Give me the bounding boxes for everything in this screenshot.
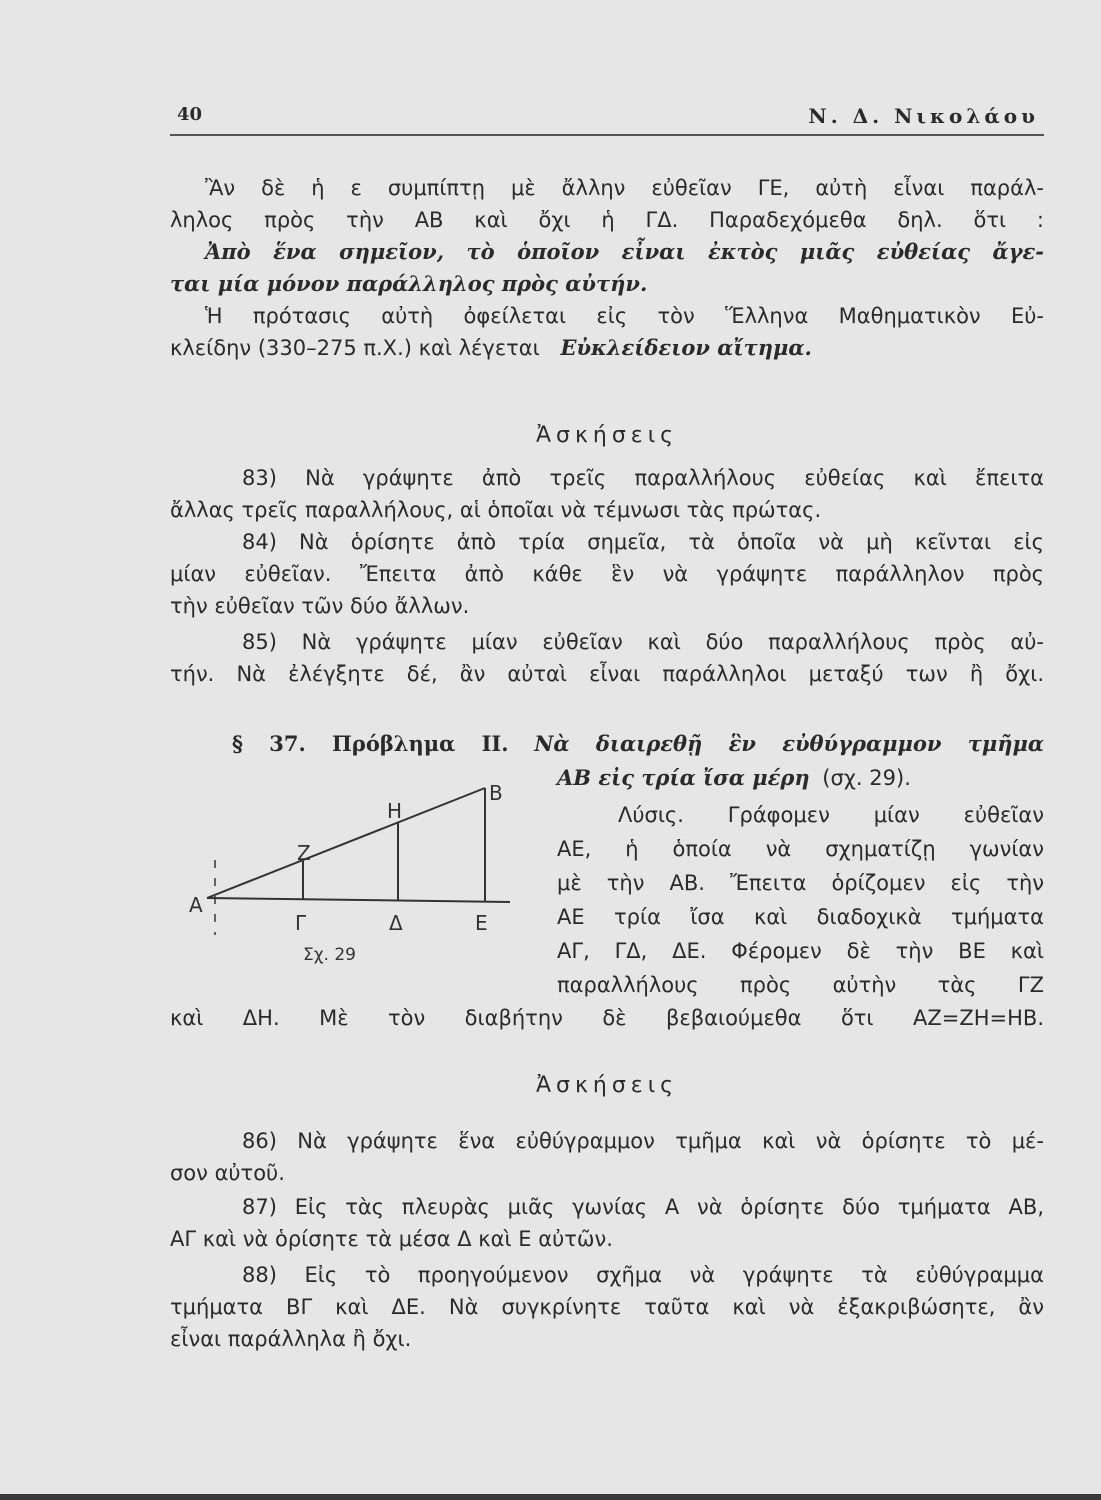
section-number: § 37. Πρόβλημα ΙΙ.	[232, 731, 509, 756]
exercises-heading: Ἀσκήσεις	[535, 1073, 679, 1098]
exercise-line: 88) Εἰς τὸ προηγούμενον σχῆμα νὰ γράψητε τὰ εὐθύγραμμα	[242, 1263, 1044, 1287]
solution-line: καὶ ΔΗ. Μὲ τὸν διαβήτην δὲ βεβαιούμεθα ὅτι ΑΖ=ΖΗ=ΗΒ.	[170, 1006, 1044, 1030]
exercise-line: τμήματα ΒΓ καὶ ΔΕ. Νὰ συγκρίνητε ταῦτα καὶ νὰ ἐξακριβώσητε, ἂν	[170, 1295, 1044, 1319]
label-g: Γ	[295, 911, 307, 935]
figure-caption: Σχ. 29	[303, 945, 357, 965]
euclid-postulate-term: Εὐκλείδειον αἴτημα.	[560, 335, 812, 360]
label-h: Η	[387, 799, 403, 823]
running-header-author: Ν. Δ. Νικολάου	[808, 104, 1039, 128]
segment-ae	[207, 898, 510, 902]
section-title-line	[232, 728, 1044, 760]
header-rule	[170, 134, 1044, 136]
figure-reference: (σχ. 29).	[822, 766, 911, 790]
intro-text: κλείδην (330–275 π.Χ.) καὶ λέγεται	[170, 336, 540, 360]
solution-line: Λύσις. Γράφομεν μίαν εὐθεῖαν	[618, 803, 1044, 827]
solution-line: ΑΕ τρία ἴσα καὶ διαδοχικὰ τμήματα	[557, 905, 1044, 929]
label-d: Δ	[389, 911, 403, 935]
label-z: Ζ	[297, 841, 311, 865]
exercise-line: ΑΓ καὶ νὰ ὁρίσητε τὰ μέσα Δ καὶ Ε αὐτῶν.	[170, 1227, 613, 1251]
intro-line: Ἂν δὲ ἡ ε συμπίπτῃ μὲ ἄλλην εὐθεῖαν ΓΕ, αὐτὴ εἶναι παράλ-	[205, 176, 1044, 200]
exercise-line: σον αὐτοῦ.	[170, 1161, 285, 1185]
section-title: Νὰ διαιρεθῇ ἓν εὐθύγραμμον τμῆμα	[534, 731, 1044, 756]
page-number: 40	[177, 104, 203, 125]
axiom-line: ται μία μόνον παράλληλος πρὸς αὐτήν.	[170, 271, 648, 296]
segment-ab	[207, 788, 485, 898]
intro-line: Ἡ πρότασις αὐτὴ ὀφείλεται εἰς τὸν Ἕλληνα Μαθηματικὸν Εὐ-	[205, 304, 1044, 328]
solution-line: μὲ τὴν ΑΒ. Ἔπειτα ὁρίζομεν εἰς τὴν	[557, 871, 1044, 895]
label-e: Ε	[475, 911, 488, 935]
intro-line: ληλος πρὸς τὴν ΑΒ καὶ ὄχι ἡ ΓΔ. Παραδεχόμεθα δηλ. ὅτι :	[170, 208, 1044, 232]
exercise-line: 85) Νὰ γράψητε μίαν εὐθεῖαν καὶ δύο παραλλήλους πρὸς αὐ-	[242, 630, 1044, 654]
exercise-line: εἶναι παράλληλα ἢ ὄχι.	[170, 1327, 412, 1351]
label-b: Β	[489, 781, 503, 805]
scan-edge	[0, 1494, 1101, 1500]
exercise-line: τὴν εὐθεῖαν τῶν δύο ἄλλων.	[170, 594, 470, 618]
exercises-heading: Ἀσκήσεις	[535, 423, 679, 448]
exercise-line: ἄλλας τρεῖς παραλλήλους, αἱ ὁποῖαι νὰ τέμνωσι τὰς πρώτας.	[170, 498, 822, 522]
intro-line	[170, 332, 1044, 364]
solution-line: ΑΕ, ἡ ὁποία νὰ σχηματίζῃ γωνίαν	[557, 837, 1044, 861]
figure-29-diagram	[185, 770, 525, 970]
axiom-line: Ἀπὸ ἕνα σημεῖον, τὸ ὁποῖον εἶναι ἐκτὸς μιᾶς εὐθείας ἄγε-	[205, 239, 1044, 264]
exercise-line: μίαν εὐθεῖαν. Ἔπειτα ἀπὸ κάθε ἓν νὰ γράψητε παράλληλον πρὸς	[170, 562, 1044, 586]
exercise-line: 87) Εἰς τὰς πλευρὰς μιᾶς γωνίας Α νὰ ὁρίσητε δύο τμήματα ΑΒ,	[242, 1195, 1044, 1219]
exercise-line: τήν. Νὰ ἐλέγξητε δέ, ἂν αὐταὶ εἶναι παράλληλοι μεταξύ των ἢ ὄχι.	[170, 662, 1044, 686]
exercise-line: 83) Νὰ γράψητε ἀπὸ τρεῖς παραλλήλους εὐθείας καὶ ἔπειτα	[242, 466, 1044, 490]
label-a: Α	[189, 893, 203, 917]
exercise-line: 86) Νὰ γράψητε ἕνα εὐθύγραμμον τμῆμα καὶ νὰ ὁρίσητε τὸ μέ-	[242, 1129, 1044, 1153]
solution-line: ΑΓ, ΓΔ, ΔΕ. Φέρομεν δὲ τὴν ΒΕ καὶ	[557, 939, 1044, 963]
section-title-cont: ΑΒ εἰς τρία ἴσα μέρη	[557, 765, 810, 790]
exercise-line: 84) Νὰ ὁρίσητε ἀπὸ τρία σημεῖα, τὰ ὁποῖα νὰ μὴ κεῖνται εἰς	[242, 530, 1044, 554]
section-title-line	[557, 762, 1044, 794]
solution-line: παραλλήλους πρὸς αὐτὴν τὰς ΓΖ	[557, 973, 1044, 997]
